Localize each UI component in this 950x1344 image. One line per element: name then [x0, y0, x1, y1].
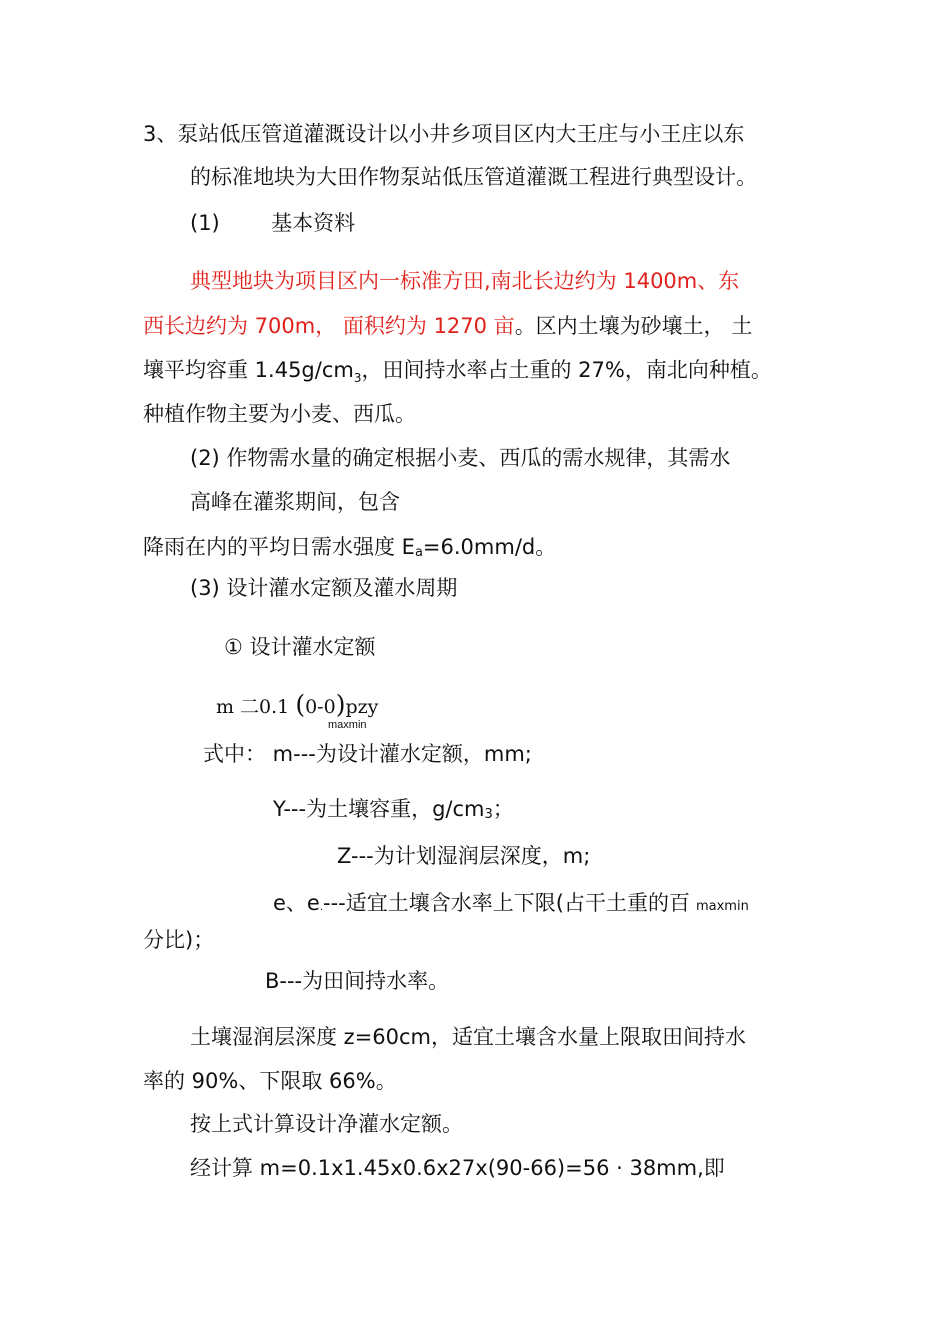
- def-y-subscript: 3: [484, 807, 493, 822]
- section-1-title: 基本资料: [271, 211, 356, 235]
- def-e-desc: ---适宜土壤含水率上下限(占干土重的百: [323, 891, 690, 915]
- density-unit-subscript: 3: [353, 371, 362, 385]
- def-z: Z---为计划湿润层深度，m;: [337, 844, 591, 868]
- daily-demand-value: =6.0mm/d。: [422, 535, 557, 559]
- def-b: B---为田间持水率。: [265, 969, 450, 993]
- def-e-subscript: maxmin: [695, 899, 749, 914]
- where-line: 式中： m---为设计灌水定额，mm;: [203, 742, 532, 766]
- def-y: [273, 795, 514, 827]
- def-e-dot: .: [319, 902, 324, 913]
- formula-tail: pzy: [345, 696, 379, 718]
- section-1-header: [190, 209, 355, 237]
- formula-main: m 二0.1: [216, 696, 290, 718]
- def-e: [273, 889, 749, 922]
- irrigation-formula: [216, 690, 378, 719]
- soil-density-text: 壤平均容重 1.45g/cm: [143, 358, 354, 382]
- section-2-line-1: (2) 作物需水量的确定根据小麦、西瓜的需水规律，其需水: [190, 446, 731, 470]
- section-1-number: (1): [190, 211, 220, 235]
- section-2-line-2: 高峰在灌浆期间，包含: [190, 490, 400, 514]
- def-e-continuation: 分比)；: [143, 928, 215, 952]
- section-1-red-line-2: 西长边约为 700m， 面积约为 1270 亩: [143, 314, 515, 338]
- def-y-text: Y---为土壤容重，g/cm: [273, 797, 485, 821]
- section-1-line-2: [143, 312, 752, 340]
- section-1-red-line-1: 典型地块为项目区内一标准方田,南北长边约为 1400m、东: [190, 269, 740, 293]
- heading-line-2: 的标准地块为大田作物泵站低压管道灌溉工程进行典型设计。: [190, 165, 757, 189]
- formula-paren-close: ): [335, 690, 346, 719]
- section-3-title: (3) 设计灌水定额及灌水周期: [190, 576, 458, 600]
- def-y-end: ；: [492, 797, 514, 821]
- heading-line-1: 3、泵站低压管道灌溉设计以小井乡项目区内大王庄与小王庄以东: [143, 122, 745, 146]
- formula-paren-open: (: [295, 690, 306, 719]
- paragraph-1-line-1: 土壤湿润层深度 z=60cm，适宜土壤含水量上限取田间持水: [190, 1025, 747, 1049]
- paragraph-1-line-2: 率的 90%、下限取 66%。: [143, 1069, 397, 1093]
- section-1-line-3: [143, 356, 772, 387]
- paragraph-2: 按上式计算设计净灌水定额。: [190, 1112, 463, 1136]
- formula-inner: 0-0: [305, 696, 336, 718]
- section-1-line-4: 种植作物主要为小麦、西瓜。: [143, 402, 416, 426]
- paragraph-3: 经计算 m=0.1x1.45x0.6x27x(90-66)=56 · 38mm,即: [190, 1156, 725, 1180]
- def-e-text: e、e: [273, 891, 320, 915]
- section-2-line-3: [143, 533, 556, 565]
- ea-subscript: a: [414, 545, 423, 560]
- water-holding-text: ，田间持水率占土重的 27%，南北向种植。: [361, 358, 772, 382]
- section-3-subtitle: ① 设计灌水定额: [224, 635, 376, 659]
- formula-subscript: maxmin: [328, 719, 367, 731]
- section-1-black-line-2: 。区内土壤为砂壤土， 土: [514, 314, 753, 338]
- daily-demand-text: 降雨在内的平均日需水强度 E: [143, 535, 415, 559]
